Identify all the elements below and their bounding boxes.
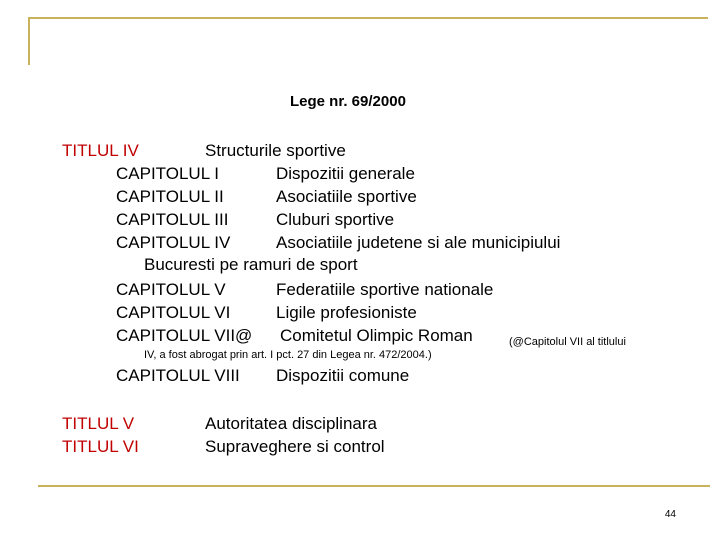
chapter-text-1: Dispozitii generale bbox=[276, 164, 415, 183]
chapter-label-2: CAPITOLUL II bbox=[116, 187, 224, 206]
chapter-label-5: CAPITOLUL V bbox=[116, 280, 226, 299]
title-text-iv: Structurile sportive bbox=[205, 141, 346, 160]
title-label-v: TITLUL V bbox=[62, 414, 135, 433]
left-decor-line bbox=[28, 17, 30, 65]
chapter-note-7: (@Capitolul VII al titlului bbox=[509, 336, 626, 348]
chapter-label-3: CAPITOLUL III bbox=[116, 210, 229, 229]
chapter-text-5: Federatiile sportive nationale bbox=[276, 280, 494, 299]
title-text-vi: Supraveghere si control bbox=[205, 437, 385, 456]
chapter-text-3: Cluburi sportive bbox=[276, 210, 395, 229]
title-label-vi: TITLUL VI bbox=[62, 437, 139, 456]
chapter-text-2: Asociatiile sportive bbox=[276, 187, 417, 206]
chapter-note-7-cont: IV, a fost abrogat prin art. I pct. 27 din Legea nr. 472/2004.) bbox=[144, 349, 432, 361]
chapter-text-6: Ligile profesioniste bbox=[276, 303, 417, 322]
chapter-text-7: Comitetul Olimpic Roman bbox=[280, 326, 473, 345]
chapter-text-4: Asociatiile judetene si ale municipiului bbox=[276, 233, 561, 252]
chapter-label-6: CAPITOLUL VI bbox=[116, 303, 231, 322]
page-number: 44 bbox=[664, 509, 676, 520]
chapter-label-1: CAPITOLUL I bbox=[116, 164, 219, 183]
chapter-text-4-cont: Bucuresti pe ramuri de sport bbox=[144, 255, 358, 274]
chapter-label-4: CAPITOLUL IV bbox=[116, 233, 231, 252]
bottom-decor-line bbox=[38, 485, 710, 487]
chapter-label-7: CAPITOLUL VII@ bbox=[116, 326, 253, 345]
title-text-v: Autoritatea disciplinara bbox=[205, 414, 377, 433]
top-decor-line bbox=[28, 17, 708, 19]
chapter-text-8: Dispozitii comune bbox=[276, 366, 410, 385]
title-label-iv: TITLUL IV bbox=[62, 141, 139, 160]
chapter-label-8: CAPITOLUL VIII bbox=[116, 366, 240, 385]
document-title: Lege nr. 69/2000 bbox=[290, 93, 406, 110]
